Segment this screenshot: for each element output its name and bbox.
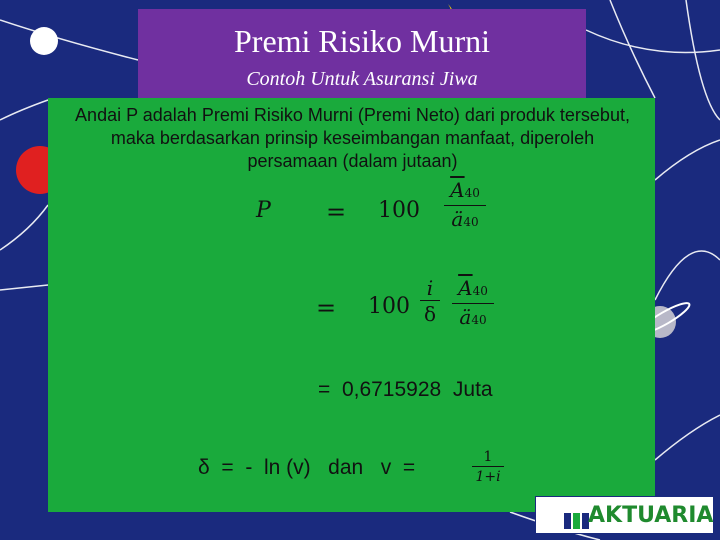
intro-text: Andai P adalah Premi Risiko Murni (Premi Neto) dari produk tersebut, maka berdasarkan prinsip keseimbangan manfaat, diperoleh persamaan (dalam jutaan) [75, 105, 630, 171]
eq4-equals: = [221, 456, 234, 479]
eq4-frac-den: 1+i [475, 469, 501, 485]
eq4-v: v [380, 456, 392, 479]
eq1-fraction [444, 178, 486, 235]
logo-text: AKTUARIA [588, 503, 714, 528]
eq4-fraction [472, 448, 504, 487]
eq1-equals: = [326, 198, 347, 226]
aktuaria-logo [535, 496, 714, 534]
eq1-den-sub: 40 [463, 215, 479, 229]
equation-3 [318, 378, 493, 402]
title-box [138, 9, 586, 100]
slide-title: Premi Risiko Murni [233, 23, 490, 59]
eq4-conj: dan [328, 456, 364, 479]
eq2-den: ä [459, 305, 472, 329]
eq2-fraction-1 [420, 276, 440, 327]
eq2-equals: = [316, 294, 337, 322]
eq1-num: $\overline{A}$ [450, 178, 465, 202]
eq3-value: 0,6715928 [341, 378, 442, 401]
eq1-coef: 100 [378, 198, 420, 223]
eq3-unit: Juta [452, 378, 493, 401]
eq4-frac-num: 1 [483, 449, 493, 465]
eq1-lhs: P [256, 198, 271, 223]
eq1-den: ä [451, 207, 464, 231]
eq2-fraction-2 [452, 276, 494, 333]
eq1-num-sub: 40 [464, 186, 480, 200]
eq4-expr: - ln (v) [245, 456, 311, 479]
eq4-lhs: δ [198, 456, 210, 479]
eq2-den-sub: 40 [471, 313, 487, 327]
eq2-num-sub: 40 [472, 284, 488, 298]
eq2-coef: 100 [368, 294, 410, 319]
eq2-num: $\overline{A}$ [458, 276, 473, 300]
eq2-f1-num: i [426, 276, 434, 300]
eq4-equals-2: = [402, 456, 416, 479]
content-box [48, 98, 655, 512]
white-planet-icon [30, 27, 58, 55]
eq2-f1-den: δ [423, 302, 437, 326]
slide-subtitle: Contoh Untuk Asuransi Jiwa [246, 68, 478, 90]
eq3-equals: = [318, 378, 331, 401]
